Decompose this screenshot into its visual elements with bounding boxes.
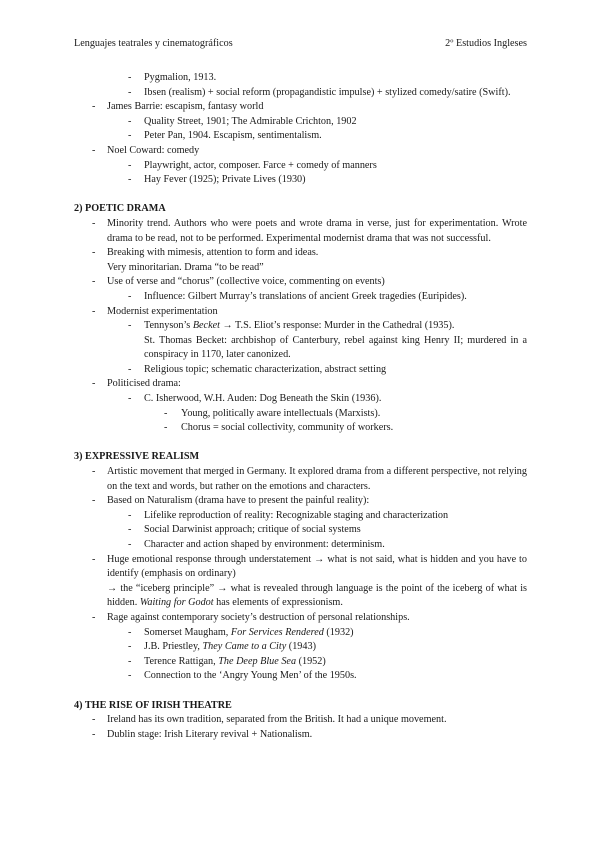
list-item: - Religious topic; schematic characterization, abstract setting [74,363,527,378]
list-item: - Breaking with mimesis, attention to form and ideas. [74,246,527,261]
bullet-dash: - [92,714,96,726]
list-item: - Pygmalion, 1913. [74,71,527,86]
list-item: - Rage against contemporary society’s destruction of personal relationships. [74,611,527,626]
list-item: - C. Isherwood, W.H. Auden: Dog Beneath the Skin (1936). [74,392,527,407]
list-item-continuation: Very minoritarian. Drama “to be read” [107,261,264,273]
list-item: - Playwright, actor, composer. Farce + comedy of manners [74,159,527,174]
list-item: - Lifelike reproduction of reality: Recognizable staging and characterization [74,509,527,524]
list-item: - Hay Fever (1925); Private Lives (1930) [74,173,527,188]
list-item: - Use of verse and “chorus” (collective voice, commenting on events) [74,275,527,290]
bullet-dash: - [92,101,96,113]
document-body [74,71,527,742]
bullet-dash: - [128,655,132,667]
list-item: - Politicised drama: [74,377,527,392]
list-item: - Social Darwinist approach; critique of social systems [74,523,527,538]
bullet-dash: - [128,174,132,186]
bullet-dash: - [128,363,132,375]
section-heading-expressive-realism: 3) EXPRESSIVE REALISM [74,451,200,463]
list-item: - Connection to the ‘Angry Young Men’ of the 1950s. [74,669,527,684]
list-item: - Based on Naturalism (drama have to present the painful reality): [74,494,527,509]
bullet-dash: - [92,611,96,623]
bullet-dash: - [128,320,132,332]
bullet-dash: - [128,86,132,98]
bullet-dash: - [92,495,96,507]
bullet-dash: - [92,305,96,317]
list-item: - Terence Rattigan, The Deep Blue Sea (1952) [74,655,527,670]
list-item: - Huge emotional response through understatement → what is not said, what is hidden and you have to identify (emphasis on ordinary) [92,553,527,580]
bullet-dash: - [128,290,132,302]
bullet-dash: - [92,553,96,565]
bullet-dash: - [128,641,132,653]
list-item: - Tennyson’s Becket → T.S. Eliot’s response: Murder in the Cathedral (1935). [74,319,527,334]
list-item-continuation: St. Thomas Becket: archbishop of Canterbury, rebel against king Henry II; murdered in a conspiracy in 1170, later canonized. [144,334,527,361]
bullet-dash: - [128,159,132,171]
list-item: - James Barrie: escapism, fantasy world [74,100,527,115]
list-item: - Young, politically aware intellectuals (Marxists). [74,407,527,422]
list-item: - Dublin stage: Irish Literary revival + Nationalism. [74,728,527,743]
bullet-dash: - [92,247,96,259]
bullet-dash: - [92,466,96,478]
bullet-dash: - [128,393,132,405]
bullet-dash: - [164,407,168,419]
list-item: - Minority trend. Authors who were poets and wrote drama in verse, just for experimentation. Wrote drama to be read, not to be performed. Experimental modernist drama that was not successful. [92,217,527,244]
list-item: - Somerset Maugham, For Services Rendered (1932) [74,626,527,641]
bullet-dash: - [92,217,96,229]
bullet-dash: - [128,670,132,682]
list-item-continuation: → the “iceberg principle” → what is revealed through language is the point of the iceberg of what is hidden. Waiting for Godot has elements of expressionism. [107,582,527,609]
bullet-dash: - [128,524,132,536]
bullet-dash: - [92,144,96,156]
course-title: Lenguajes teatrales y cinematográficos [74,38,233,49]
bullet-dash: - [128,509,132,521]
list-item: - Artistic movement that merged in Germany. It explored drama from a different perspective, not relying on the text and words, but rather on the emotions and characters. [92,466,527,492]
list-item: - Modernist experimentation [74,305,527,320]
list-item: - Influence: Gilbert Murray’s translations of ancient Greek tragedies (Euripides). [74,290,527,305]
bullet-dash: - [128,72,132,83]
course-level: 2º Estudios Ingleses [445,38,527,49]
page-header [74,37,527,51]
list-item: - Character and action shaped by environment: determinism. [74,538,527,553]
bullet-dash: - [128,539,132,550]
bullet-dash: - [92,276,96,288]
bullet-dash: - [92,378,96,390]
list-item: - Noel Coward: comedy [74,144,527,159]
bullet-dash: - [164,422,168,434]
list-item: - Peter Pan, 1904. Escapism, sentimentalism. [74,129,527,144]
list-item: - Ireland has its own tradition, separated from the British. It had a unique movement. [74,713,527,728]
list-item: - Ibsen (realism) + social reform (propagandistic impulse) + stylized comedy/satire (Swift). [74,86,527,101]
bullet-dash: - [92,728,96,740]
section-heading-irish-theatre: 4) THE RISE OF IRISH THEATRE [74,699,232,711]
section-heading-poetic-drama: 2) POETIC DRAMA [74,203,166,215]
bullet-dash: - [128,115,132,127]
list-item: - Quality Street, 1901; The Admirable Crichton, 1902 [74,115,527,130]
bullet-dash: - [128,130,132,142]
list-item: - J.B. Priestley, They Came to a City (1943) [74,640,527,655]
list-item: - Chorus = social collectivity, community of workers. [74,421,527,436]
bullet-dash: - [128,626,132,638]
